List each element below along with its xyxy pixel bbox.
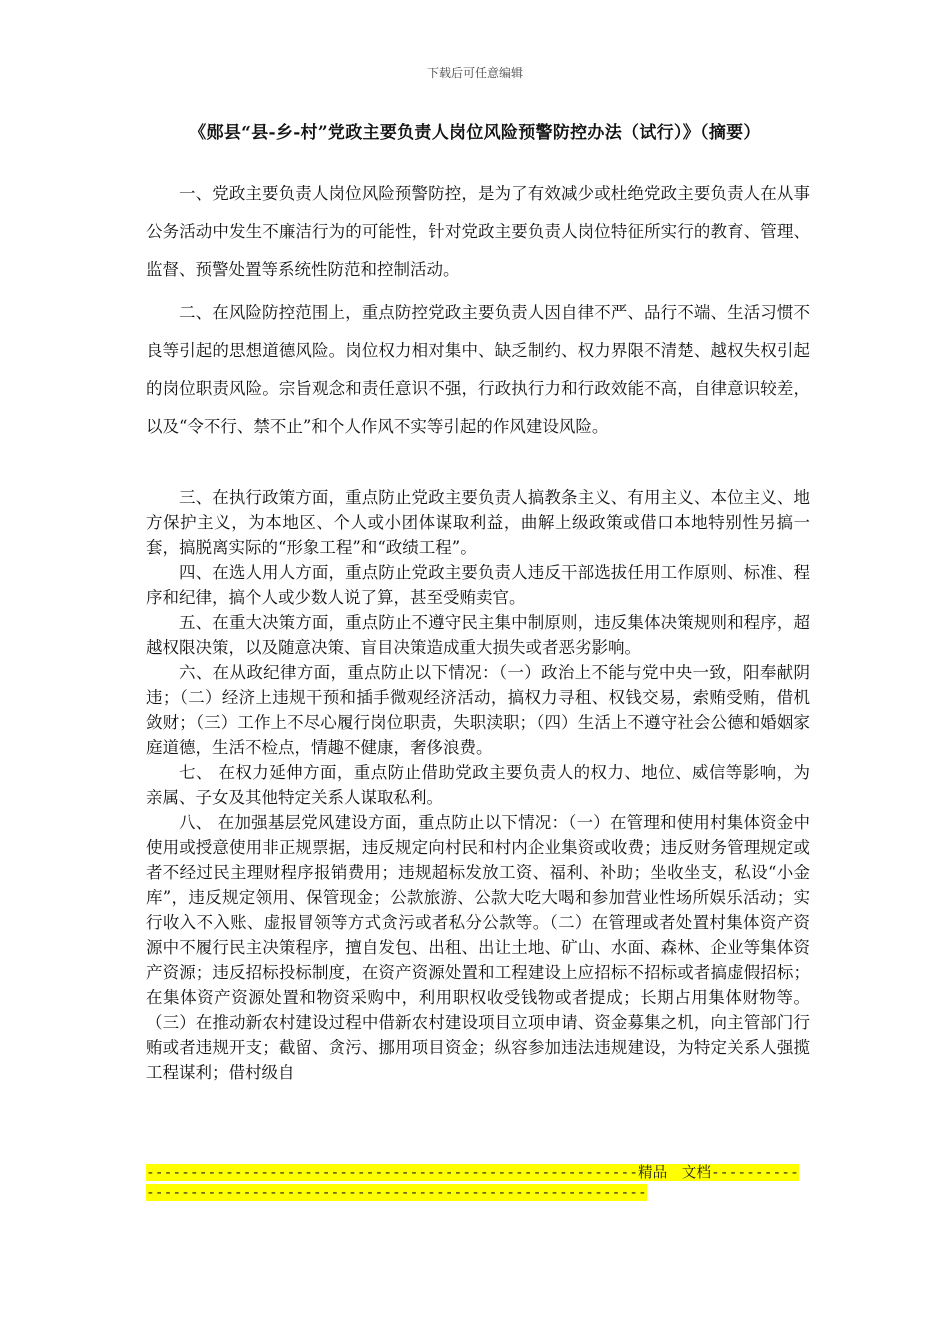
- paragraph-4: 四、在选人用人方面，重点防止党政主要负责人违反干部选拔任用工作原则、标准、程序和纪律，搞个人或少数人说了算，甚至受贿卖官。: [146, 563, 810, 607]
- body-text: [146, 485, 810, 1085]
- paragraph-1: 一、党政主要负责人岗位风险预警防控，是为了有效减少或杜绝党政主要负责人在从事公务活动中发生不廉洁行为的可能性，针对党政主要负责人岗位特征所实行的教育、管理、监督、预警处置等系统性防范和控制活动。: [146, 184, 810, 279]
- paragraph-2-container: [146, 294, 810, 446]
- paragraph-7: 七、 在权力延伸方面，重点防止借助党政主要负责人的权力、地位、威信等影响，为亲属、子女及其他特定关系人谋取私利。: [146, 763, 810, 807]
- footer-banner: [146, 1163, 806, 1203]
- paragraph-8: 八、 在加强基层党风建设方面，重点防止以下情况：（一）在管理和使用村集体资金中使用或授意使用非正规票据，违反规定向村民和村内企业集资或收费；违反财务管理规定或者不经过民主理财程序报销费用；违规超标发放工资、福利、补助；坐收坐支，私设“小金库”，违反规定领用、保管现金；公款旅游、公款大吃大喝和参加营业性场所娱乐活动；实行收入不入账、虚报冒领等方式贪污或者私分公款等。（二）在管理或者处置村集体资产资源中不履行民主决策程序，擅自发包、出租、出让土地、矿山、水面、森林、企业等集体资产资源；违反招标投标制度，在资产资源处置和工程建设上应招标不招标或者搞虚假招标；在集体资产资源处置和物资采购中，利用职权收受钱物或者提成；长期占用集体财物等。（三）在推动新农村建设过程中借新农村建设项目立项申请、资金募集之机，向主管部门行贿或者违规开支；截留、贪污、挪用项目资金；纵容参加违法违规建设，为特定关系人强揽工程谋利；借村级自: [146, 813, 810, 1082]
- footer-text: --------------------------------------------------------精品 文档-------------------------------------------------------------------: [146, 1164, 799, 1201]
- paragraph-3: 三、在执行政策方面，重点防止党政主要负责人搞教条主义、有用主义、本位主义、地方保护主义，为本地区、个人或小团体谋取利益，曲解上级政策或借口本地特别性另搞一套，搞脱离实际的“形象工程”和“政绩工程”。: [146, 488, 810, 557]
- paragraph-1-container: [146, 175, 810, 289]
- paragraph-6: 六、在从政纪律方面，重点防止以下情况：（一）政治上不能与党中央一致，阳奉献阴违；（二）经济上违规干预和插手微观经济活动，搞权力寻租、权钱交易，索贿受贿，借机敛财；（三）工作上不尽心履行岗位职责，失职渎职；（四）生活上不遵守社会公德和婚姻家庭道德，生活不检点，情趣不健康，奢侈浪费。: [146, 663, 810, 757]
- page-header: 下载后可任意编辑: [426, 66, 523, 80]
- paragraph-5: 五、在重大决策方面，重点防止不遵守民主集中制原则，违反集体决策规则和程序，超越权限决策，以及随意决策、盲目决策造成重大损失或者恶劣影响。: [146, 613, 810, 657]
- document-title: 《郧县“县-乡-村”党政主要负责人岗位风险预警防控办法（试行）》（摘要）: [189, 123, 761, 143]
- paragraph-2: 二、在风险防控范围上，重点防控党政主要负责人因自律不严、品行不端、生活习惯不良等引起的思想道德风险。岗位权力相对集中、缺乏制约、权力界限不清楚、越权失权引起的岗位职责风险。宗旨观念和责任意识不强，行政执行力和行政效能不高，自律意识较差，以及“令不行、禁不止”和个人作风不实等引起的作风建设风险。: [146, 303, 810, 436]
